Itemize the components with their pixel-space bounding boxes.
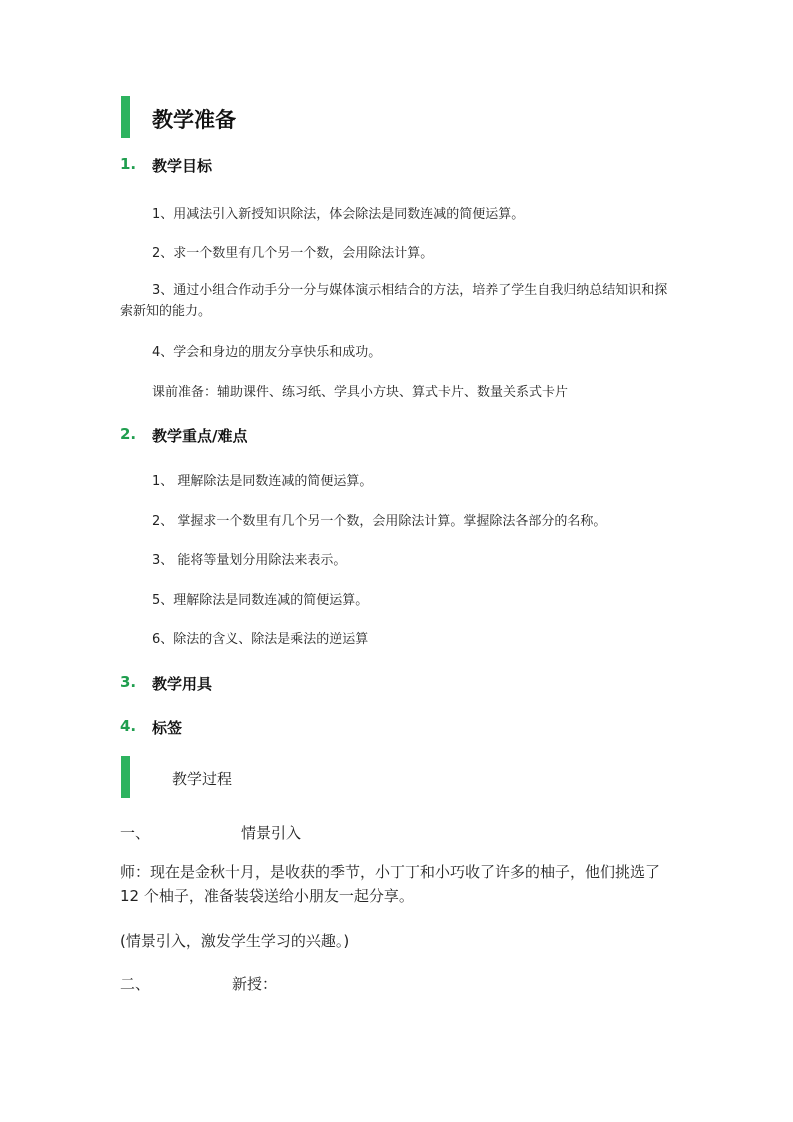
section-number: 2. <box>120 425 137 443</box>
part-title: 新授： <box>232 975 278 993</box>
goal-item: 1、用减法引入新授知识除法，体会除法是同数连减的简便运算。 <box>152 207 525 222</box>
section-title: 教学重点/难点 <box>152 427 248 445</box>
part-number: 二、 <box>120 975 151 993</box>
keypoint-item: 1、 理解除法是同数连减的简便运算。 <box>152 474 373 489</box>
part-number: 一、 <box>120 824 151 842</box>
keypoint-item: 5、理解除法是同数连减的简便运算。 <box>152 593 369 608</box>
keypoint-item: 2、 掌握求一个数里有几个另一个数，会用除法计算。掌握除法各部分的名称。 <box>152 514 607 529</box>
section-title: 教学用具 <box>152 675 213 693</box>
paragraph: 师：现在是金秋十月，是收获的季节，小丁丁和小巧收了许多的柚子，他们挑选了 12 个柚子，准备装袋送给小朋友一起分享。 <box>120 863 661 905</box>
page-title: 教学准备 <box>152 108 236 132</box>
keypoint-item: 6、除法的含义、除法是乘法的逆运算 <box>152 632 369 647</box>
section-number: 4. <box>120 717 137 735</box>
section-number: 3. <box>120 673 137 691</box>
heading-accent-bar <box>121 96 130 138</box>
section-number: 1. <box>120 155 137 173</box>
goal-item: 2、求一个数里有几个另一个数，会用除法计算。 <box>152 246 434 261</box>
process-accent-bar <box>121 756 130 798</box>
paragraph: (情景引入，激发学生学习的兴趣。) <box>120 932 350 950</box>
goal-item: 3、通过小组合作动手分一分与媒体演示相结合的方法，培养了学生自我归纳总结知识和探索新知的能力。 <box>120 283 668 319</box>
goal-item: 4、学会和身边的朋友分享快乐和成功。 <box>152 345 382 360</box>
section-title: 标签 <box>152 719 183 737</box>
process-title: 教学过程 <box>172 770 233 788</box>
prep-note: 课前准备：辅助课件、练习纸、学具小方块、算式卡片、数量关系式卡片 <box>152 385 569 400</box>
section-title: 教学目标 <box>152 157 213 175</box>
part-title: 情景引入 <box>241 824 302 842</box>
keypoint-item: 3、 能将等量划分用除法来表示。 <box>152 553 347 568</box>
